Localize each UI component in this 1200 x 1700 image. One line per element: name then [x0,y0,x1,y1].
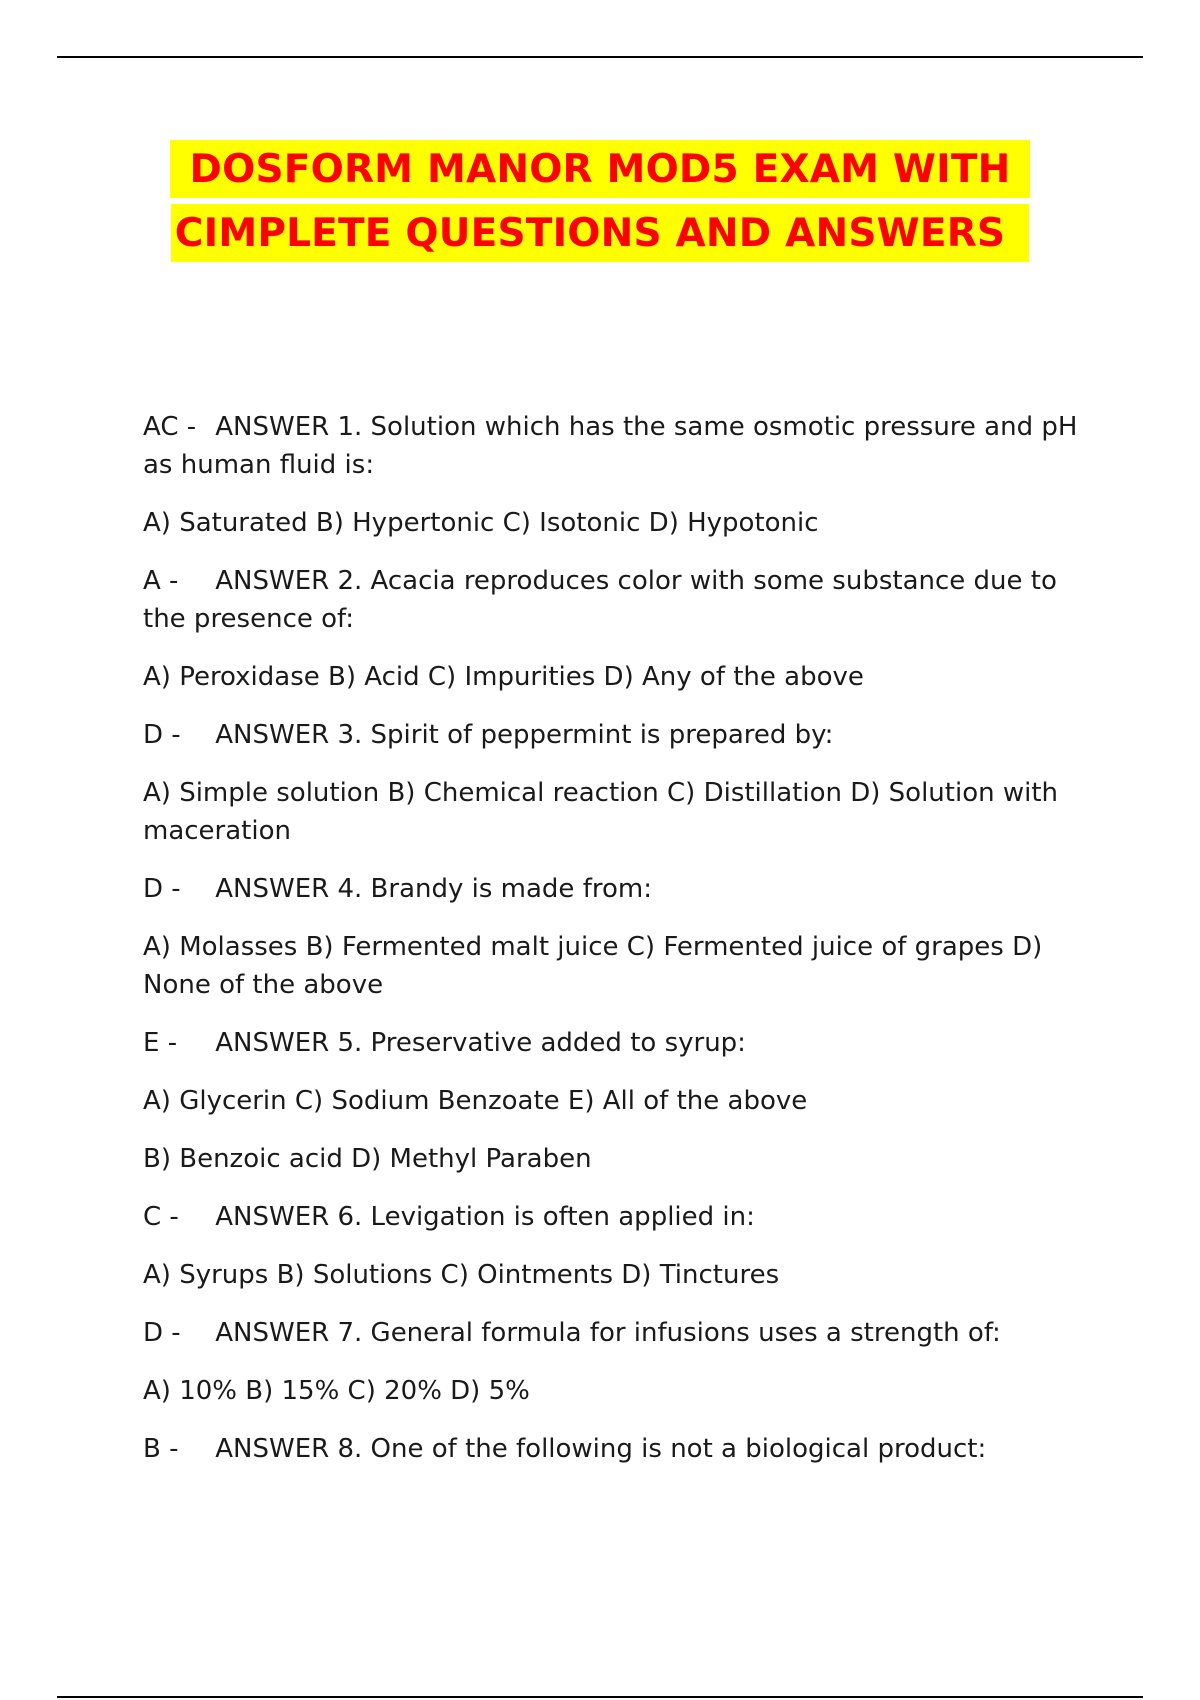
title-line-1: DOSFORM MANOR MOD5 EXAM WITH [170,140,1031,198]
answer-key: A - [143,566,179,596]
question-list [143,408,1103,1488]
answer-key: D - [143,874,181,904]
top-rule [57,56,1143,58]
bottom-rule [57,1696,1143,1698]
question-1 [143,408,1103,484]
question-text: ANSWER 2. Acacia reproduces color with some substance due to the presence of: [143,566,1057,634]
options-6: A) Syrups B) Solutions C) Ointments D) Tinctures [143,1260,780,1290]
question-8 [143,1430,1103,1468]
question-3 [143,716,1103,754]
answer-key: AC - [143,412,197,442]
options-7: A) 10% B) 15% C) 20% D) 5% [143,1376,530,1406]
options-5b: B) Benzoic acid D) Methyl Paraben [143,1144,592,1174]
answer-key: B - [143,1434,179,1464]
answer-key: E - [143,1028,178,1058]
options-4: A) Molasses B) Fermented malt juice C) Fermented juice of grapes D) None of the above [143,932,1043,1000]
question-4 [143,870,1103,908]
document-title [0,140,1200,262]
question-5 [143,1024,1103,1062]
answer-key: D - [143,720,181,750]
question-6 [143,1198,1103,1236]
question-text: ANSWER 5. Preservative added to syrup: [215,1028,746,1058]
question-text: ANSWER 8. One of the following is not a biological product: [215,1434,987,1464]
options-1: A) Saturated B) Hypertonic C) Isotonic D) Hypotonic [143,508,819,538]
options-3: A) Simple solution B) Chemical reaction C) Distillation D) Solution with maceration [143,778,1059,846]
answer-key: C - [143,1202,179,1232]
answer-key: D - [143,1318,181,1348]
question-text: ANSWER 3. Spirit of peppermint is prepared by: [215,720,834,750]
question-2 [143,562,1103,638]
question-text: ANSWER 1. Solution which has the same osmotic pressure and pH as human fluid is: [143,412,1078,480]
question-7 [143,1314,1103,1352]
question-text: ANSWER 6. Levigation is often applied in: [215,1202,755,1232]
question-text: ANSWER 7. General formula for infusions uses a strength of: [215,1318,1001,1348]
question-text: ANSWER 4. Brandy is made from: [215,874,652,904]
options-2: A) Peroxidase B) Acid C) Impurities D) Any of the above [143,662,864,692]
options-5a: A) Glycerin C) Sodium Benzoate E) All of the above [143,1086,808,1116]
title-line-2: CIMPLETE QUESTIONS AND ANSWERS [171,204,1029,262]
